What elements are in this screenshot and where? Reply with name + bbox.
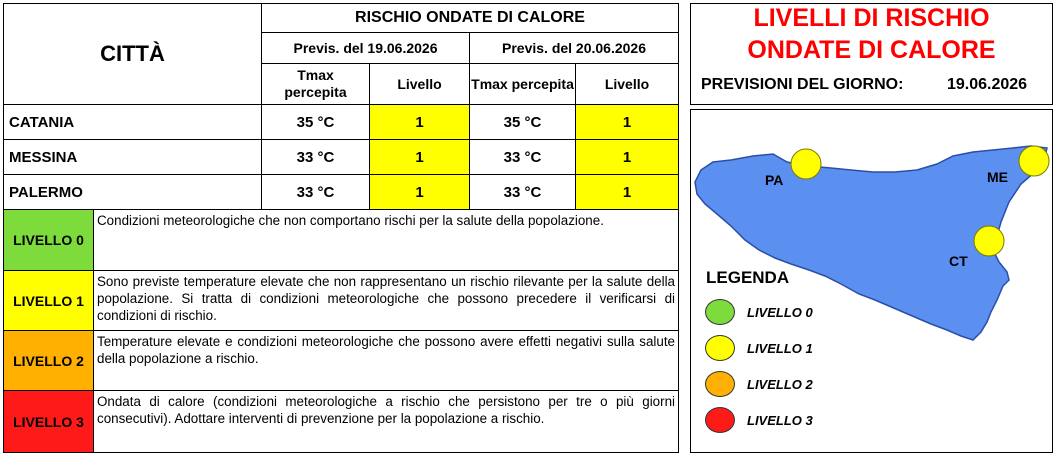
table-cell-level <box>575 104 679 140</box>
livello-header-2 <box>575 63 679 105</box>
city-header-text: CITTÀ <box>100 41 165 66</box>
day1-header <box>261 32 470 64</box>
messina-label: ME <box>987 169 1008 185</box>
tmax-value: 33 °C <box>296 183 335 201</box>
panel-title-line2-text: ONDATE DI CALORE <box>747 35 996 64</box>
table-row-city <box>3 174 262 210</box>
city-name: PALERMO <box>9 183 83 201</box>
level-value: 1 <box>622 183 632 201</box>
legend-label-text: LIVELLO 2 <box>747 377 813 392</box>
palermo-label: PA <box>765 172 784 188</box>
level-value: 1 <box>415 113 424 131</box>
level-3-swatch <box>3 390 94 453</box>
city-name: CATANIA <box>9 113 75 131</box>
legend-label-text: LIVELLO 3 <box>747 413 813 428</box>
table-cell-level <box>369 104 470 140</box>
tmax-value: 33 °C <box>503 183 542 201</box>
legend-swatch-level-3 <box>705 407 735 433</box>
level-value: 1 <box>415 148 424 166</box>
forecast-date-text: 19.06.2026 <box>947 76 1028 93</box>
livello-header-1-text: Livello <box>397 76 442 92</box>
legend-title-text: LEGENDA <box>706 268 790 287</box>
level-3-label: LIVELLO 3 <box>13 413 84 430</box>
level-2-description <box>93 330 679 391</box>
main-header <box>261 3 679 33</box>
tmax-value: 35 °C <box>296 113 335 131</box>
tmax-value: 35 °C <box>503 113 542 131</box>
legend-swatch-level-1 <box>705 335 735 361</box>
day2-header <box>469 32 679 64</box>
table-row-city <box>3 104 262 140</box>
legend-title <box>706 268 789 288</box>
level-3-description <box>93 390 679 453</box>
messina-marker <box>1019 146 1049 176</box>
day2-header-text: Previs. del 20.06.2026 <box>502 40 646 56</box>
table-cell-level <box>369 174 470 210</box>
tmax-header-2-text: Tmax percepita <box>471 76 574 92</box>
level-0-text: Condizioni meteorologiche che non comportano rischi per la salute della popolazione. <box>97 213 604 228</box>
level-1-swatch <box>3 270 94 331</box>
panel-title-line1-text: LIVELLI DI RISCHIO <box>753 3 990 32</box>
city-name: MESSINA <box>9 148 78 166</box>
level-0-description <box>93 209 679 271</box>
panel-title-line2 <box>691 35 1052 65</box>
legend-item <box>705 334 835 364</box>
legend-label-text: LIVELLO 1 <box>747 341 813 356</box>
table-cell-level <box>575 139 679 175</box>
catania-label: CT <box>949 253 968 269</box>
table-cell-level <box>575 174 679 210</box>
title-panel <box>690 3 1053 105</box>
city-header <box>3 3 262 105</box>
tmax-header-1-text: Tmax percepita <box>284 67 347 100</box>
level-0-swatch <box>3 209 94 271</box>
level-2-swatch <box>3 330 94 391</box>
table-cell-level <box>369 139 470 175</box>
level-1-text: Sono previste temperature elevate che non rappresentano un rischio rilevante per la salute della popolazione. Si tratta di condizioni meteorologiche che possono precedere il verificarsi di condizioni di rischio. <box>97 274 675 323</box>
level-1-description <box>93 270 679 331</box>
legend-swatch-level-0 <box>705 299 735 325</box>
legend-label <box>747 341 813 356</box>
table-cell-tmax <box>469 139 576 175</box>
forecast-label <box>701 76 903 94</box>
legend-swatch-level-2 <box>705 371 735 397</box>
map-panel <box>690 109 1053 453</box>
legend-label <box>747 413 813 428</box>
legend-item <box>705 370 835 400</box>
tmax-value: 33 °C <box>296 148 335 166</box>
level-value: 1 <box>622 113 632 131</box>
tmax-header-1 <box>261 63 370 105</box>
main-header-text: RISCHIO ONDATE DI CALORE <box>355 9 585 26</box>
table-cell-tmax <box>261 174 370 210</box>
level-2-label: LIVELLO 2 <box>13 352 84 369</box>
legend-item <box>705 406 835 436</box>
level-3-text: Ondata di calore (condizioni meteorologiche a rischio che persistono per tre o più giorni consecutivi). Adottare interventi di prevenzione per la popolazione a rischio. <box>97 394 675 426</box>
palermo-marker <box>791 149 821 179</box>
level-value: 1 <box>622 148 632 166</box>
forecast-label-text: PREVISIONI DEL GIORNO: <box>701 76 904 93</box>
forecast-date <box>947 76 1027 94</box>
legend-label <box>747 305 813 320</box>
table-cell-tmax <box>261 139 370 175</box>
table-cell-tmax <box>469 174 576 210</box>
legend-item <box>705 298 835 328</box>
day1-header-text: Previs. del 19.06.2026 <box>293 40 438 56</box>
table-cell-tmax <box>469 104 576 140</box>
level-1-label: LIVELLO 1 <box>13 292 84 309</box>
catania-marker <box>974 226 1004 256</box>
level-0-label: LIVELLO 0 <box>13 232 84 248</box>
livello-header-2-text: Livello <box>604 76 650 92</box>
panel-title-line1 <box>691 4 1052 32</box>
livello-header-1 <box>369 63 470 105</box>
tmax-header-2 <box>469 63 576 105</box>
tmax-value: 33 °C <box>503 148 542 166</box>
table-cell-tmax <box>261 104 370 140</box>
table-row-city <box>3 139 262 175</box>
legend-label-text: LIVELLO 0 <box>747 305 813 320</box>
legend-label <box>747 377 813 392</box>
level-2-text: Temperature elevate e condizioni meteorologiche che possono avere effetti negativi sulla salute della popolazione a rischio. <box>97 334 675 366</box>
level-value: 1 <box>415 183 424 201</box>
